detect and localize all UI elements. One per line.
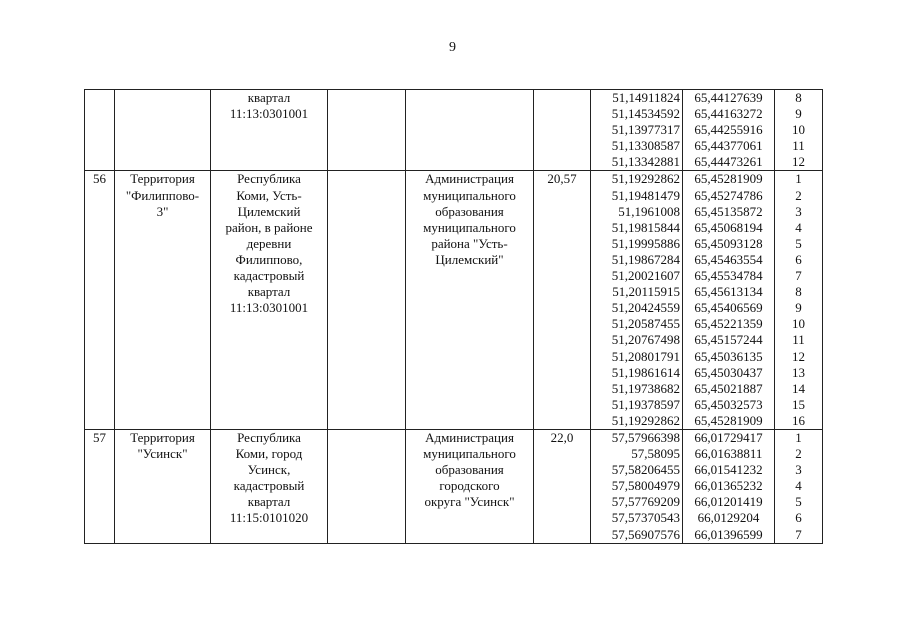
- latitude-value: 57,58095: [631, 446, 680, 462]
- longitude-value: 66,0129204: [697, 510, 760, 526]
- territory-name: Территория "Усинск": [115, 429, 211, 543]
- latitude-value: 57,56907576: [611, 526, 680, 542]
- area: 20,57: [534, 171, 591, 430]
- location: Республика Коми, город Усинск, кадастровый квартал 11:15:0101020: [211, 429, 328, 543]
- coordinates-table: [84, 89, 823, 544]
- longitude-value: 65,45281909: [694, 171, 763, 187]
- longitude-value: 65,45406569: [694, 300, 763, 316]
- latitude-value: 51,20587455: [611, 316, 680, 332]
- latitude: [591, 90, 683, 171]
- empty-column: [328, 429, 406, 543]
- longitude-value: 65,45135872: [694, 203, 763, 219]
- point-number-value: 7: [795, 268, 802, 284]
- longitude-value: 65,45093128: [694, 235, 763, 251]
- longitude-value: 66,01365232: [694, 478, 763, 494]
- latitude-value: 57,58206455: [611, 462, 680, 478]
- row-number: [85, 90, 115, 171]
- table-row: [85, 429, 823, 543]
- point-number-value: 3: [795, 203, 802, 219]
- latitude-value: 51,19738682: [611, 380, 680, 396]
- administration: Администрация муниципального образования муниципального района "Усть- Цилемский": [406, 171, 534, 430]
- latitude-value: 51,13308587: [611, 138, 680, 154]
- latitude-value: 51,20767498: [611, 332, 680, 348]
- longitude-value: 65,44473261: [694, 154, 763, 170]
- point-number-value: 6: [795, 510, 802, 526]
- longitude-value: 65,45157244: [694, 332, 763, 348]
- latitude-value: 51,20801791: [611, 348, 680, 364]
- point-number-value: 8: [795, 284, 802, 300]
- point-number-value: 13: [792, 364, 805, 380]
- point-number-value: 9: [795, 106, 802, 122]
- point-number-value: 3: [795, 462, 802, 478]
- point-number: [775, 171, 823, 430]
- administration: Администрация муниципального образования городского округа "Усинск": [406, 429, 534, 543]
- longitude-value: 65,44377061: [694, 138, 763, 154]
- point-number-value: 7: [795, 526, 802, 542]
- latitude-value: 51,19861614: [611, 364, 680, 380]
- point-number-value: 2: [795, 187, 802, 203]
- point-number-value: 5: [795, 235, 802, 251]
- longitude-value: 65,44255916: [694, 122, 763, 138]
- longitude-value: 65,45534784: [694, 268, 763, 284]
- point-number-value: 14: [792, 380, 805, 396]
- longitude-value: 65,45613134: [694, 284, 763, 300]
- longitude-value: 66,01638811: [694, 446, 763, 462]
- point-number-value: 12: [792, 154, 805, 170]
- area: [534, 90, 591, 171]
- latitude-value: 57,57370543: [611, 510, 680, 526]
- point-number-value: 4: [795, 478, 802, 494]
- point-number-value: 1: [795, 171, 802, 187]
- latitude-value: 57,57966398: [611, 429, 680, 445]
- latitude-value: 51,19995886: [611, 235, 680, 251]
- table-row: [85, 171, 823, 430]
- latitude-value: 51,13342881: [611, 154, 680, 170]
- latitude-value: 51,20424559: [611, 300, 680, 316]
- longitude-value: 65,45274786: [694, 187, 763, 203]
- longitude: [683, 171, 775, 430]
- location: квартал 11:13:0301001: [211, 90, 328, 171]
- longitude-value: 66,01729417: [694, 429, 763, 445]
- point-number-value: 6: [795, 251, 802, 267]
- point-number-value: 15: [792, 396, 805, 412]
- point-number-value: 2: [795, 446, 802, 462]
- point-number: [775, 90, 823, 171]
- longitude-value: 65,45032573: [694, 396, 763, 412]
- latitude: [591, 429, 683, 543]
- longitude-value: 65,45030437: [694, 364, 763, 380]
- point-number-value: 4: [795, 219, 802, 235]
- longitude-value: 66,01201419: [694, 494, 763, 510]
- empty-column: [328, 171, 406, 430]
- latitude-value: 51,14534592: [611, 106, 680, 122]
- latitude-value: 51,19481479: [611, 187, 680, 203]
- latitude: [591, 171, 683, 430]
- page-number: 9: [449, 40, 456, 55]
- row-number: 57: [85, 429, 115, 543]
- territory-name: Территория "Филиппово- 3": [115, 171, 211, 430]
- table-row: [85, 90, 823, 171]
- point-number-value: 16: [792, 412, 805, 428]
- point-number-value: 5: [795, 494, 802, 510]
- point-number-value: 10: [792, 316, 805, 332]
- latitude-value: 51,19815844: [611, 219, 680, 235]
- point-number-value: 11: [792, 332, 805, 348]
- point-number-value: 8: [795, 90, 802, 105]
- point-number-value: 12: [792, 348, 805, 364]
- latitude-value: 51,19378597: [611, 396, 680, 412]
- administration: [406, 90, 534, 171]
- empty-column: [328, 90, 406, 171]
- location: Республика Коми, Усть- Цилемский район, в районе деревни Филиппово, кадастровый квартал 11:13:0301001: [211, 171, 328, 430]
- latitude-value: 51,13977317: [611, 122, 680, 138]
- latitude-value: 51,20115915: [612, 284, 680, 300]
- latitude-value: 51,19292862: [611, 412, 680, 428]
- latitude-value: 51,19867284: [611, 251, 680, 267]
- latitude-value: 51,14911824: [612, 90, 680, 105]
- longitude-value: 66,01396599: [694, 526, 763, 542]
- longitude-value: 65,45068194: [694, 219, 763, 235]
- latitude-value: 51,19292862: [611, 171, 680, 187]
- longitude-value: 65,45036135: [694, 348, 763, 364]
- longitude-value: 66,01541232: [694, 462, 763, 478]
- latitude-value: 51,1961008: [618, 203, 680, 219]
- latitude-value: 51,20021607: [611, 268, 680, 284]
- longitude-value: 65,45021887: [694, 380, 763, 396]
- point-number-value: 11: [792, 138, 805, 154]
- point-number-value: 1: [795, 429, 802, 445]
- row-number: 56: [85, 171, 115, 430]
- longitude-value: 65,45281909: [694, 412, 763, 428]
- longitude: [683, 429, 775, 543]
- longitude-value: 65,44127639: [694, 90, 763, 105]
- territory-name: [115, 90, 211, 171]
- latitude-value: 57,58004979: [611, 478, 680, 494]
- longitude: [683, 90, 775, 171]
- point-number-value: 10: [792, 122, 805, 138]
- area: 22,0: [534, 429, 591, 543]
- longitude-value: 65,44163272: [694, 106, 763, 122]
- longitude-value: 65,45221359: [694, 316, 763, 332]
- latitude-value: 57,57769209: [611, 494, 680, 510]
- point-number-value: 9: [795, 300, 802, 316]
- point-number: [775, 429, 823, 543]
- longitude-value: 65,45463554: [694, 251, 763, 267]
